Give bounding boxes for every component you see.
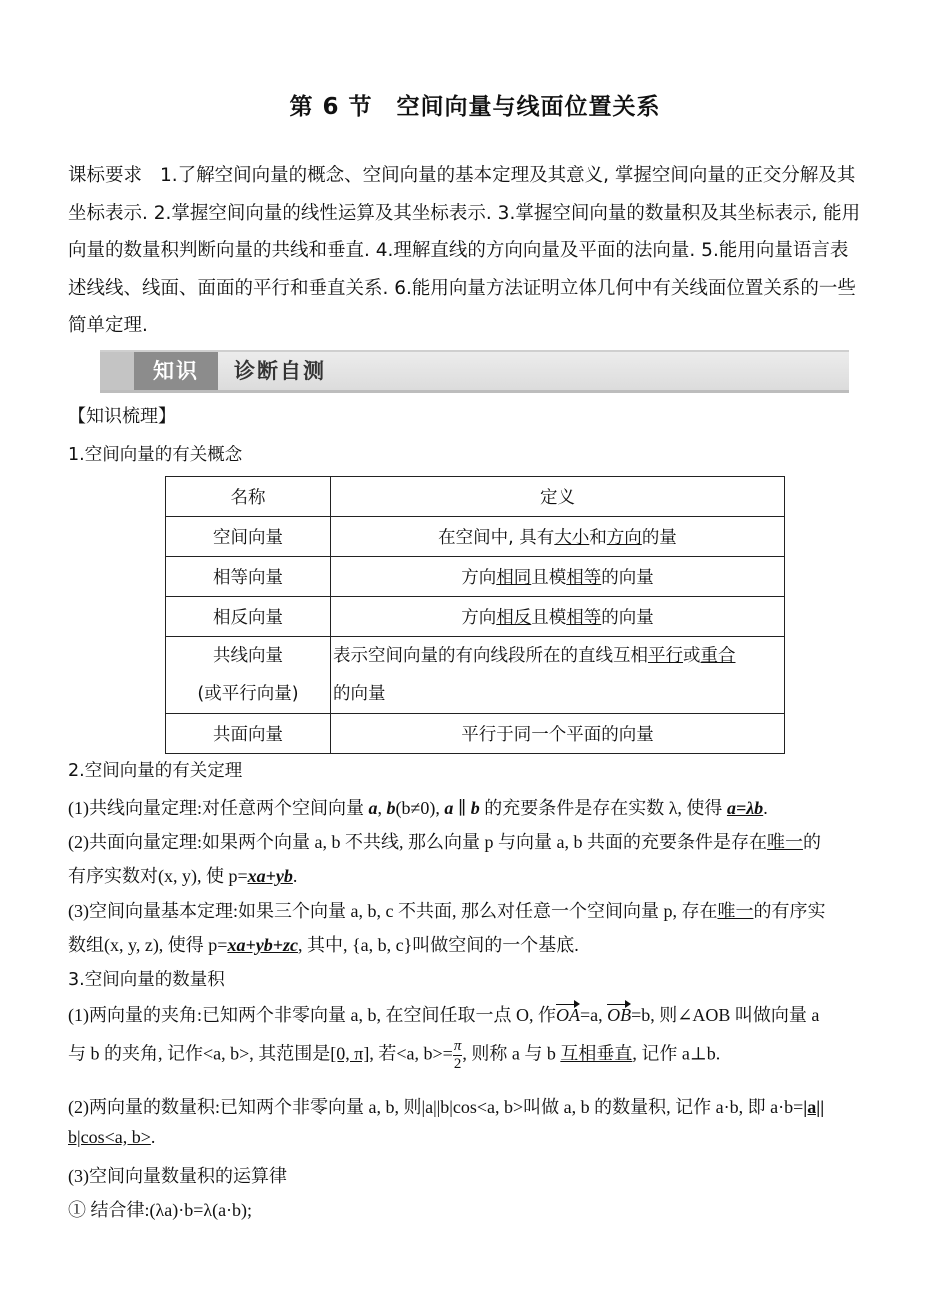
table-cell [331, 637, 785, 714]
law-associative: ① 结合律:(λa)·b=λ(a·b); [68, 1200, 253, 1220]
dot-product-line [68, 1093, 824, 1119]
table-cell: 共面向量 [166, 714, 331, 754]
answer-blank: 唯一 [766, 832, 803, 852]
text: (3)空间向量基本定理:如果三个向量 a, b, c 不共面, 那么对任意一个空间向量 p, 存在 [68, 901, 718, 921]
text: =a, [579, 1005, 608, 1025]
vector-OB-arrow: OB [607, 1005, 632, 1025]
banner-tag: 知识 [134, 352, 218, 390]
def-blank: 方向 [606, 528, 642, 548]
banner-title: 诊断自测 [234, 359, 326, 383]
table-cell: 相等向量 [166, 557, 331, 597]
def-blank: 相等 [566, 568, 602, 588]
concepts-heading: 1.空间向量的有关概念 [68, 445, 243, 465]
def-blank: 平行 [648, 646, 683, 666]
page-title: 第 6 节 空间向量与线面位置关系 [289, 94, 661, 120]
table-row [166, 714, 785, 754]
theorems-heading: 2.空间向量的有关定理 [68, 761, 243, 781]
text: 与 b 的夹角, 记作<a, b>, 其范围是 [68, 1043, 331, 1064]
table-cell [331, 557, 785, 597]
def-text: 的向量 [601, 608, 654, 628]
table-cell [166, 637, 331, 714]
angle-definition-line [68, 1038, 720, 1073]
def-text: 表示空间向量的有向线段所在的直线互相 [333, 646, 648, 666]
text: 的 [802, 832, 821, 852]
laws-heading: (3)空间向量数量积的运算律 [68, 1166, 287, 1186]
text: . [150, 1127, 156, 1147]
text: (1)两向量的夹角:已知两个非零向量 a, b, 在空间任取一点 O, 作 [68, 1005, 556, 1025]
fraction-denominator: 2 [453, 1056, 462, 1072]
def-text: 的向量 [333, 684, 386, 704]
requirements-line: 1.了解空间向量的概念、空间向量的基本定理及其意义, 掌握空间向量的正交分解及其 [160, 165, 856, 186]
text: , 若<a, b>= [369, 1043, 453, 1064]
answer-blank: xa+yb [247, 866, 293, 886]
name-line: 共线向量 [213, 646, 283, 666]
table-header-row [166, 477, 785, 517]
text: (b≠0), [395, 798, 445, 818]
text: 有序实数对(x, y), 使 p= [68, 866, 248, 886]
def-text: 方向 [461, 608, 497, 628]
answer-blank: [0, π] [330, 1043, 370, 1064]
text: , 其中, {a, b, c}叫做空间的一个基底. [297, 935, 579, 955]
def-text: 的向量 [601, 568, 654, 588]
table-cell: 相反向量 [166, 597, 331, 637]
def-blank: 大小 [554, 528, 590, 548]
basis-theorem-line [68, 897, 825, 923]
text: 数组(x, y, z), 使得 p= [68, 935, 228, 955]
name-line: (或平行向量) [197, 684, 299, 704]
dot-product-line [68, 1127, 155, 1148]
vector-a: a [368, 798, 378, 818]
table-row [166, 597, 785, 637]
angle-definition-line [68, 1001, 819, 1027]
dot-heading: 3.空间向量的数量积 [68, 970, 225, 990]
text: =b, [631, 1005, 660, 1025]
table-cell [331, 597, 785, 637]
def-blank: 重合 [700, 646, 736, 666]
def-text: 的量 [641, 528, 677, 548]
table-row [166, 637, 785, 714]
text: 的充要条件是存在实数 λ, 使得 [479, 798, 727, 818]
text: 的有序实 [753, 901, 826, 921]
pi-over-two-fraction [453, 1038, 463, 1073]
answer-blank: a=λb [726, 798, 764, 818]
answer-blank: 唯一 [717, 901, 754, 921]
table-row [166, 517, 785, 557]
requirements-label: 课标要求 [68, 165, 143, 186]
table-header: 定义 [331, 477, 785, 517]
vector-b: b [386, 798, 396, 818]
answer-blank: 互相垂直 [560, 1043, 633, 1064]
def-text: 方向 [461, 568, 497, 588]
def-text: 且模 [531, 568, 567, 588]
collinear-theorem [68, 794, 768, 820]
vector-a: a [444, 798, 454, 818]
requirements-line: 向量的数量积判断向量的共线和垂直. 4.理解直线的方向向量及平面的法向量. 5.能用向量语言表 [68, 240, 849, 261]
def-text: 在空间中, 具有 [438, 528, 555, 548]
vector-OA-arrow: OA [555, 1005, 580, 1025]
coplanar-theorem-line [68, 828, 821, 854]
coplanar-theorem-line [68, 862, 297, 888]
text: 则∠AOB 叫做向量 a [659, 1005, 820, 1025]
text: (2)共面向量定理:如果两个向量 a, b 不共线, 那么向量 p 与向量 a, b 共面的充要条件是存在 [68, 832, 767, 852]
section-header: 【知识梳理】 [68, 406, 176, 427]
concept-table [165, 476, 785, 754]
text: ∥ [453, 798, 471, 818]
basis-theorem-line [68, 931, 579, 957]
def-blank: 相反 [496, 608, 532, 628]
table-row [166, 557, 785, 597]
text: . [292, 866, 298, 886]
requirements-line: 述线线、线面、面面的平行和垂直关系. 6.能用向量方法证明立体几何中有关线面位置关系的一些 [68, 277, 856, 299]
requirements-line: 简单定理. [68, 315, 148, 336]
def-text: 且模 [531, 608, 567, 628]
def-text: 或 [683, 646, 701, 666]
text: . [763, 798, 768, 818]
vector-b: b [470, 798, 480, 818]
banner-shade [100, 352, 134, 390]
table-cell: 平行于同一个平面的向量 [331, 714, 785, 754]
course-requirements [68, 157, 888, 345]
def-blank: 相同 [496, 568, 532, 588]
table-cell [331, 517, 785, 557]
section-banner [100, 350, 849, 393]
answer-blank: b|cos<a, b> [68, 1127, 151, 1147]
requirements-line: 坐标表示. 2.掌握空间向量的线性运算及其坐标表示. 3.掌握空间向量的数量积及其坐标表示, 能用 [68, 202, 861, 224]
def-text: 和 [589, 528, 607, 548]
table-header: 名称 [166, 477, 331, 517]
text: , 则称 a 与 b [462, 1043, 561, 1064]
text: (2)两向量的数量积:已知两个非零向量 a, b, 则|a||b|cos<a, b>叫做 a, b 的数量积, 记作 a·b, 即 a·b= [68, 1097, 804, 1117]
table-cell: 空间向量 [166, 517, 331, 557]
text: , [377, 798, 387, 818]
text: , 记作 a⊥b. [632, 1043, 721, 1064]
fraction-numerator: π [453, 1038, 462, 1054]
text: (1)共线向量定理:对任意两个空间向量 [68, 798, 369, 818]
def-blank: 相等 [566, 608, 602, 628]
answer-blank: xa+yb+zc [227, 935, 298, 955]
answer-blank: |a|| [803, 1097, 825, 1117]
